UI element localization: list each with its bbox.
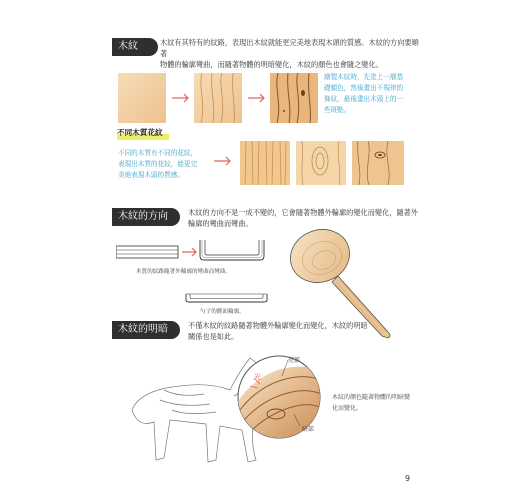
subsection-title: 不同木質花紋 [117, 128, 163, 137]
section-tag-grain-shading [112, 321, 180, 339]
wood-variety-swatch-1 [240, 141, 290, 185]
section3-note [332, 392, 412, 414]
right-arrow-icon [248, 94, 264, 102]
subsection-note-line2: 表現出木質的花紋，能更完 [118, 160, 198, 168]
label-light: 光 [254, 373, 261, 381]
section3-text-line2: 關係也是如此。 [188, 332, 239, 341]
wood-variety-swatches [212, 141, 410, 187]
wood-variety-swatch-2 [296, 141, 346, 185]
section-tag-label: 木紋 [118, 41, 138, 52]
section1-text [160, 37, 420, 70]
label-leader-lines [270, 356, 310, 430]
section3-text-line1: 不僅木紋的紋路隨著物體外輪廓變化而變化，木紋的明暗 [188, 321, 368, 330]
subsection-note [118, 148, 218, 181]
section-tag-label: 木紋的方向 [118, 211, 168, 222]
section1-text-line2: 物體的輪廓彎曲，而隨著物體的明暗變化，木紋的顏色也會隨之變化。 [160, 60, 383, 69]
grain-direction-diagrams [116, 238, 276, 318]
section-tag-wood-grain [112, 38, 158, 56]
wood-swatch-base [118, 73, 166, 123]
section-tag-label: 木紋的明暗 [118, 324, 168, 335]
spoon-profile-diagram [186, 294, 267, 302]
right-arrow-icon [214, 157, 230, 165]
flat-board-diagram [116, 246, 178, 258]
right-arrow-icon [182, 248, 196, 256]
wood-swatch-lines [194, 73, 242, 123]
label-highlight: 亮部 [288, 357, 301, 364]
page-number: 9 [405, 474, 411, 483]
section3-note-line1: 木紋的顏色隨著物體的明暗變 [332, 394, 411, 401]
wood-step-swatches [118, 73, 318, 125]
wood-swatch-knots [270, 73, 318, 123]
wood-variety-swatch-3 [352, 141, 404, 185]
section2-text-line2: 輪廓的彎曲而彎曲。 [188, 219, 253, 228]
section1-note [324, 72, 414, 116]
section2-text [188, 207, 428, 229]
subsection-note-line1: 不同的木質有不同的花紋， [118, 149, 198, 157]
bent-board-diagram [200, 240, 264, 260]
section1-text-line1: 木紋有其特有的紋路，表現出木紋就能更完美地表現木頭的質感。木紋的方向要順著 [160, 38, 419, 58]
section3-text [188, 320, 408, 342]
subsection-note-line3: 美地表現木頭的質感。 [118, 171, 184, 179]
section1-note-line2: 礎顏色，然後畫出不規律的 [324, 84, 404, 92]
caption-spoon-profile: 勺子的側面輪廓。 [200, 309, 245, 315]
caption-bent-grain: 木質的紋路隨著外輪廓的彎曲而彎曲。 [136, 269, 232, 275]
section1-note-line3: 條紋，最後畫出木頭上的一 [324, 95, 404, 103]
label-shadow: 暗部 [302, 426, 315, 433]
section1-note-line1: 繪製木紋時，先塗上一層基 [324, 73, 404, 81]
section1-note-line4: 些斑點。 [324, 106, 351, 114]
section2-text-line1: 木紋的方向不是一成不變的，它會隨著物體外輪廓的變化而變化，隨著外 [188, 208, 419, 217]
section3-note-line2: 化而變化。 [332, 405, 363, 412]
section-tag-grain-direction [112, 208, 180, 226]
right-arrow-icon [172, 94, 188, 102]
